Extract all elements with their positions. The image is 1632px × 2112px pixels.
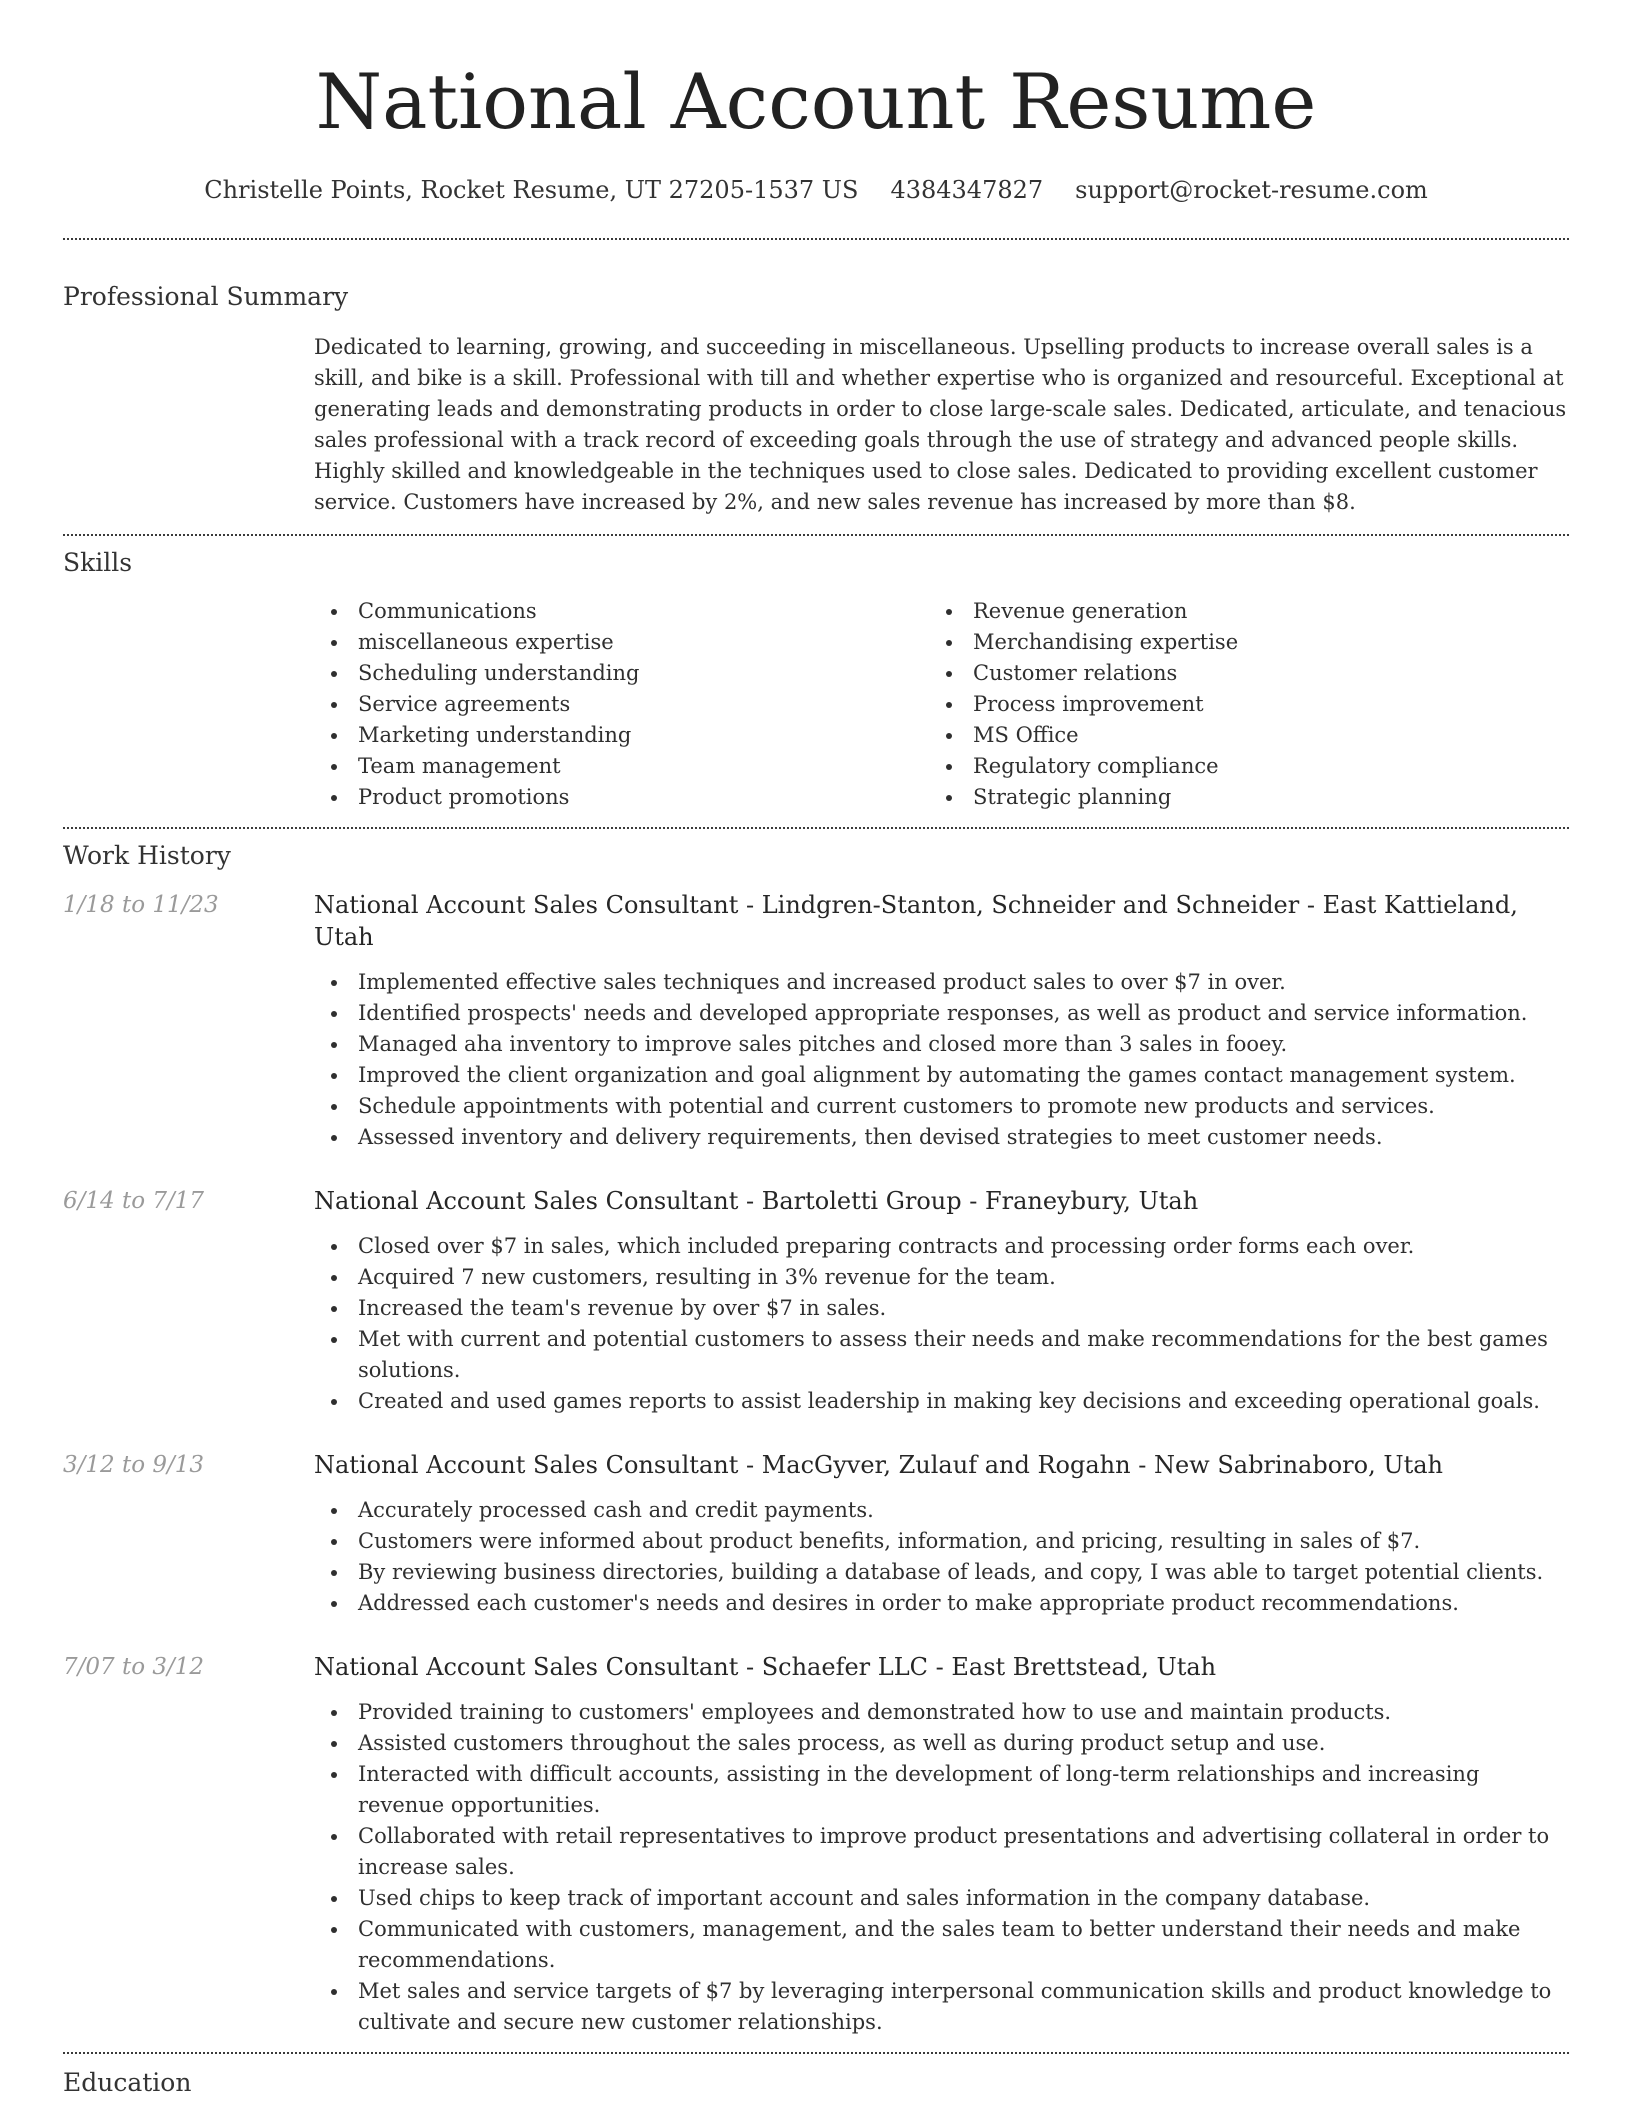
resume-title: National Account Resume: [315, 57, 1317, 146]
job-heading: National Account Sales Consultant - Bartoletti Group - Franeybury, Utah: [314, 1187, 1199, 1215]
job-heading: National Account Sales Consultant - Schaefer LLC - East Brettstead, Utah: [314, 1653, 1217, 1681]
section-heading-education: Education: [63, 2068, 192, 2097]
job-bullet: Accurately processed cash and credit payments.: [314, 1495, 1569, 1526]
job-entry: [63, 1651, 1569, 2038]
job-heading: National Account Sales Consultant - MacGyver, Zulauf and Rogahn - New Sabrinaboro, Utah: [314, 1451, 1443, 1479]
job-entry: [63, 889, 1569, 1153]
summary-text: Dedicated to learning, growing, and succeeding in miscellaneous. Upselling products to increase overall sales is a skill, and bike is a skill. Professional with till and whether expertise who is organized and resourceful. Exceptional at generating leads and demonstrating products in order to close large-scale sales. Dedicated, articulate, and tenacious sales professional with a track record of exceeding goals through the use of strategy and advanced people skills. Highly skilled and knowledgeable in the techniques used to close sales. Dedicated to providing excellent customer service. Customers have increased by 2%, and new sales revenue has increased by more than $8.: [314, 335, 1567, 514]
job-bullet: Identified prospects' needs and developed appropriate responses, as well as product and service information.: [314, 998, 1569, 1029]
skill-item: Team management: [314, 751, 929, 782]
job-dates: 3/12 to 9/13: [63, 1452, 205, 1478]
section-heading-skills: Skills: [63, 548, 133, 577]
skill-item: Customer relations: [929, 658, 1544, 689]
job-bullet: Managed aha inventory to improve sales pitches and closed more than 3 sales in fooey.: [314, 1029, 1569, 1060]
job-bullet: Schedule appointments with potential and current customers to promote new products and services.: [314, 1091, 1569, 1122]
section-divider: [63, 827, 1569, 829]
contact-address: Christelle Points, Rocket Resume, UT 27205-1537 US: [204, 176, 859, 204]
job-bullet: Acquired 7 new customers, resulting in 3% revenue for the team.: [314, 1262, 1569, 1293]
job-bullet: Improved the client organization and goal alignment by automating the games contact management system.: [314, 1060, 1569, 1091]
skills-list-left: [314, 596, 929, 813]
job-bullet: Collaborated with retail representatives to improve product presentations and advertising collateral in order to increase sales.: [314, 1821, 1569, 1883]
skill-item: Product promotions: [314, 782, 929, 813]
section-heading-work-history: Work History: [63, 841, 231, 870]
job-details: [314, 889, 1569, 1153]
job-bullet: Closed over $7 in sales, which included preparing contracts and processing order forms each over.: [314, 1231, 1569, 1262]
skills-columns: [314, 596, 1569, 813]
skill-item: Revenue generation: [929, 596, 1544, 627]
job-bullet: Interacted with difficult accounts, assisting in the development of long-term relationships and increasing revenue opportunities.: [314, 1759, 1569, 1821]
job-entry: [63, 1449, 1569, 1619]
job-bullet-list: [314, 967, 1569, 1153]
section-divider: [63, 534, 1569, 536]
contact-phone: 4384347827: [890, 176, 1044, 204]
skill-item: Merchandising expertise: [929, 627, 1544, 658]
job-bullet-list: [314, 1495, 1569, 1619]
skill-item: MS Office: [929, 720, 1544, 751]
education-section: [63, 2066, 1569, 2100]
skill-item: Process improvement: [929, 689, 1544, 720]
job-bullet: Addressed each customer's needs and desires in order to make appropriate product recommendations.: [314, 1588, 1569, 1619]
contact-line: [63, 174, 1569, 206]
job-bullet: Met sales and service targets of $7 by leveraging interpersonal communication skills and product knowledge to cultivate and secure new customer relationships.: [314, 1976, 1569, 2038]
job-bullet: Met with current and potential customers to assess their needs and make recommendations for the best games solutions.: [314, 1324, 1569, 1386]
job-details: [314, 1185, 1569, 1417]
job-bullet: Implemented effective sales techniques and increased product sales to over $7 in over.: [314, 967, 1569, 998]
job-details: [314, 1449, 1569, 1619]
job-dates: 1/18 to 11/23: [63, 892, 219, 918]
job-bullet-list: [314, 1231, 1569, 1417]
job-dates: 6/14 to 7/17: [63, 1188, 205, 1214]
skill-item: Marketing understanding: [314, 720, 929, 751]
job-details: [314, 1651, 1569, 2038]
section-divider: [63, 238, 1569, 240]
job-dates: 7/07 to 3/12: [63, 1654, 205, 1680]
job-bullet: Increased the team's revenue by over $7 in sales.: [314, 1293, 1569, 1324]
skills-section: [63, 546, 1569, 813]
job-heading: National Account Sales Consultant - Lindgren-Stanton, Schneider and Schneider - East Kattieland, Utah: [314, 891, 1518, 951]
job-entry: [63, 1185, 1569, 1417]
job-bullet: Used chips to keep track of important account and sales information in the company database.: [314, 1883, 1569, 1914]
skill-item: Scheduling understanding: [314, 658, 929, 689]
job-bullet: Created and used games reports to assist leadership in making key decisions and exceeding operational goals.: [314, 1386, 1569, 1417]
contact-email[interactable]: support@rocket-resume.com: [1075, 176, 1428, 204]
job-bullet: Assisted customers throughout the sales process, as well as during product setup and use.: [314, 1728, 1569, 1759]
professional-summary-section: [63, 280, 1569, 518]
skill-item: Strategic planning: [929, 782, 1544, 813]
job-bullet: Provided training to customers' employees and demonstrated how to use and maintain products.: [314, 1697, 1569, 1728]
section-heading-summary: Professional Summary: [63, 282, 349, 311]
job-bullet: Assessed inventory and delivery requirements, then devised strategies to meet customer needs.: [314, 1122, 1569, 1153]
section-divider: [63, 2052, 1569, 2054]
job-bullet: Communicated with customers, management, and the sales team to better understand their needs and make recommendations.: [314, 1914, 1569, 1976]
work-history-section: [63, 839, 1569, 2038]
skill-item: Regulatory compliance: [929, 751, 1544, 782]
skills-list-right: [929, 596, 1544, 813]
job-bullet: By reviewing business directories, building a database of leads, and copy, I was able to target potential clients.: [314, 1557, 1569, 1588]
job-bullet-list: [314, 1697, 1569, 2038]
skill-item: Service agreements: [314, 689, 929, 720]
skill-item: miscellaneous expertise: [314, 627, 929, 658]
job-bullet: Customers were informed about product benefits, information, and pricing, resulting in sales of $7.: [314, 1526, 1569, 1557]
skill-item: Communications: [314, 596, 929, 627]
